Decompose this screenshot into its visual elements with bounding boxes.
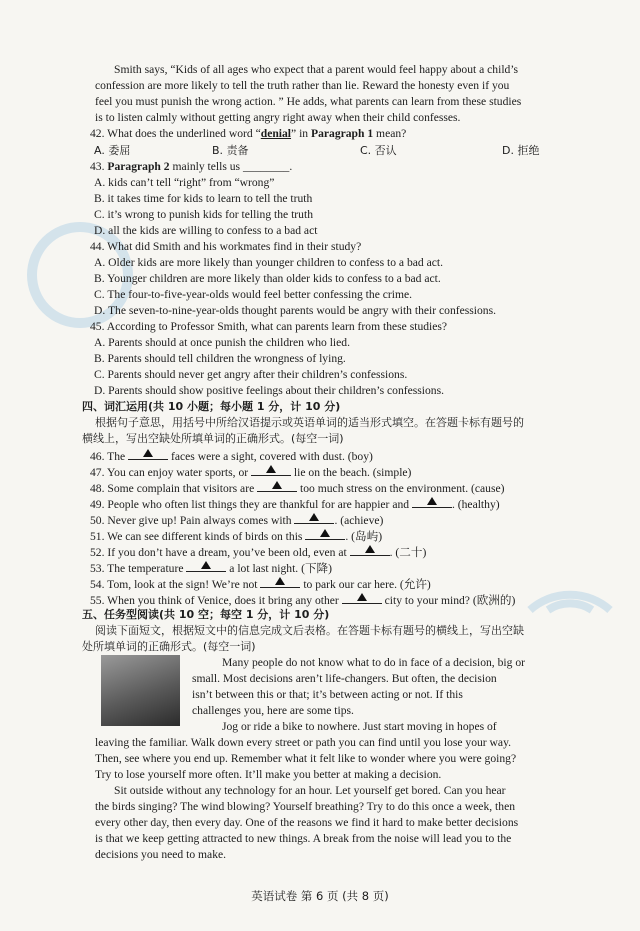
triangle-icon (365, 545, 375, 553)
page-footer: 英语试卷 第 6 页 (共 8 页) (251, 889, 389, 903)
q42-option-a[interactable]: A. 委屈 (94, 144, 131, 157)
q44-option-b[interactable]: B. Younger children are more likely than older kids to confess to a bad act. (94, 272, 441, 285)
item-49-post: . (healthy) (451, 498, 500, 511)
q43-option-d[interactable]: D. all the kids are willing to confess to a bad act (94, 224, 318, 237)
section-5-instruction-1: 阅读下面短文，根据短文中的信息完成文后表格。在答题卡标有题号的横线上，写出空缺 (95, 624, 524, 637)
passage-p3-line-2: the birds singing? The wind blowing? Yourself breathing? Try to do this once a week, then (95, 800, 516, 813)
passage-p2-line-3: Then, see where you end up. Remember what it felt like to wonder where you were going? (95, 752, 517, 765)
intro-line-2: confession are more likely to tell the truth rather than lie. Reward the honesty even if you (95, 79, 510, 92)
answer-blank-47[interactable] (251, 463, 291, 476)
q42-option-d[interactable]: D. 拒绝 (502, 144, 540, 157)
intro-line-4: is to listen calmly without getting angry right away when their child confesses. (95, 111, 461, 124)
q44-option-d[interactable]: D. The seven-to-nine-year-olds thought parents would be angry with their confessions. (94, 304, 497, 317)
item-50-pre: 50. Never give up! Pain always comes with (90, 514, 295, 527)
passage-p2-line-2: leaving the familiar. Walk down every street or path you can find until you lose your way. (95, 736, 512, 749)
item-47-post: lie on the beach. (simple) (291, 466, 412, 479)
triangle-icon (143, 449, 153, 457)
passage-p2-line-4: Try to lose yourself more often. It’ll make you better at making a decision. (95, 768, 442, 781)
boy-photo (101, 655, 180, 726)
passage-p3-line-5: decisions you need to make. (95, 848, 227, 861)
q44-option-c[interactable]: C. The four-to-five-year-olds would feel better confessing the crime. (94, 288, 413, 301)
passage-p3-line-1: Sit outside without any technology for an hour. Let yourself get bored. Can you hear (114, 784, 506, 797)
q44-option-a[interactable]: A. Older kids are more likely than younger children to confess to a bad act. (94, 256, 443, 269)
item-50-post: . (achieve) (334, 514, 384, 527)
item-52-post: . (二十) (389, 546, 427, 559)
item-53-pre: 53. The temperature (90, 562, 187, 575)
q42-stem-mid: ” in (291, 127, 311, 140)
item-54-post: to park our car here. (允许) (300, 578, 431, 591)
passage-p1-line-2: small. Most decisions aren’t life-changers. But often, the decision (192, 672, 497, 685)
q43-para: Paragraph 2 (107, 160, 170, 173)
q45-option-b[interactable]: B. Parents should tell children the wrongness of lying. (94, 352, 346, 365)
answer-blank-52[interactable] (350, 543, 390, 556)
section-5-instruction-2: 处所填单词的正确形式。(每空一词) (82, 640, 256, 653)
q45-option-d[interactable]: D. Parents should show positive feelings about their children’s confessions. (94, 384, 445, 397)
passage-p1-line-1: Many people do not know what to do in face of a decision, big or (222, 656, 525, 669)
answer-blank-55[interactable] (342, 591, 382, 604)
q42-option-b[interactable]: B. 责备 (212, 144, 249, 157)
q42-para: Paragraph 1 (311, 127, 374, 140)
item-53-post: a lot last night. (下降) (226, 562, 332, 575)
passage-p1-line-4: challenges you, here are some tips. (192, 704, 354, 717)
answer-blank-48[interactable] (257, 479, 297, 492)
answer-blank-50[interactable] (294, 511, 334, 524)
answer-blank-49[interactable] (412, 495, 452, 508)
section-4-instruction-2: 横线上，写出空缺处所填单词的正确形式。(每空一词) (82, 432, 344, 445)
passage-p3-line-4: is that we keep getting attracted to new things. A break from the noise will lead you to the (95, 832, 512, 845)
q43-option-a[interactable]: A. kids can’t tell “right” from “wrong” (94, 176, 275, 189)
item-51-post: . (岛屿) (345, 530, 383, 543)
q45-option-c[interactable]: C. Parents should never get angry after their children’s confessions. (94, 368, 408, 381)
item-52-pre: 52. If you don’t have a dream, you’ve been old, even at (90, 546, 350, 559)
item-47-pre: 47. You can enjoy water sports, or (90, 466, 252, 479)
triangle-icon (309, 513, 319, 521)
item-49-pre: 49. People who often list things they are thankful for are happier and (90, 498, 412, 511)
item-54-pre: 54. Tom, look at the sign! We’re not (90, 578, 261, 591)
passage-p3-line-3: every other day, then every day. One of the reasons we find it hard to make better decisions (95, 816, 519, 829)
triangle-icon (275, 577, 285, 585)
section-5-title: 五、任务型阅读(共 10 空；每空 1 分，计 10 分) (82, 608, 330, 621)
question-44: 44. What did Smith and his workmates find in their study? (90, 240, 362, 253)
q42-word: denial (260, 127, 292, 140)
answer-blank-46[interactable] (128, 447, 168, 460)
item-48-post: too much stress on the environment. (cause) (297, 482, 505, 495)
q43-option-b[interactable]: B. it takes time for kids to learn to tell the truth (94, 192, 313, 205)
answer-blank-53[interactable] (186, 559, 226, 572)
intro-line-1: Smith says, “Kids of all ages who expect that a parent would feel happy about a child’s (114, 63, 519, 76)
triangle-icon (266, 465, 276, 473)
passage-p2-line-1: Jog or ride a bike to nowhere. Just start moving in hopes of (222, 720, 497, 733)
q43-num: 43. (90, 160, 108, 173)
triangle-icon (201, 561, 211, 569)
q42-options (94, 143, 620, 159)
q42-stem-pre: 42. What does the underlined word “ (90, 127, 261, 140)
q43-option-c[interactable]: C. it’s wrong to punish kids for telling the truth (94, 208, 313, 221)
item-55-post: city to your mind? (欧洲的) (381, 594, 516, 607)
question-45: 45. According to Professor Smith, what can parents learn from these studies? (90, 320, 448, 333)
intro-line-3: feel you must punish the wrong action. ” He adds, what parents can learn from these studies (95, 95, 522, 108)
watermark-signal-icon (520, 540, 620, 620)
q45-option-a[interactable]: A. Parents should at once punish the children who lied. (94, 336, 350, 349)
question-42 (90, 126, 406, 142)
item-46-pre: 46. The (90, 450, 129, 463)
answer-blank-54[interactable] (260, 575, 300, 588)
section-4-instruction-1: 根据句子意思，用括号中所给汉语提示或英语单词的适当形式填空。在答题卡标有题号的 (95, 416, 524, 429)
item-46-post: faces were a sight, covered with dust. (boy) (168, 450, 373, 463)
triangle-icon (357, 593, 367, 601)
question-43 (90, 159, 292, 175)
q43-stem: mainly tells us ________. (169, 160, 293, 173)
item-55-pre: 55. When you think of Venice, does it bring any other (90, 594, 342, 607)
q42-option-c[interactable]: C. 否认 (360, 144, 397, 157)
answer-blank-51[interactable] (305, 527, 345, 540)
item-48-pre: 48. Some complain that visitors are (90, 482, 258, 495)
passage-p1-line-3: isn’t between this or that; it’s between acting or not. If this (192, 688, 463, 701)
triangle-icon (320, 529, 330, 537)
section-4-title: 四、词汇运用(共 10 小题；每小题 1 分，计 10 分) (82, 400, 341, 413)
q42-stem-post: mean? (373, 127, 407, 140)
triangle-icon (427, 497, 437, 505)
triangle-icon (272, 481, 282, 489)
item-51-pre: 51. We can see different kinds of birds on this (90, 530, 306, 543)
